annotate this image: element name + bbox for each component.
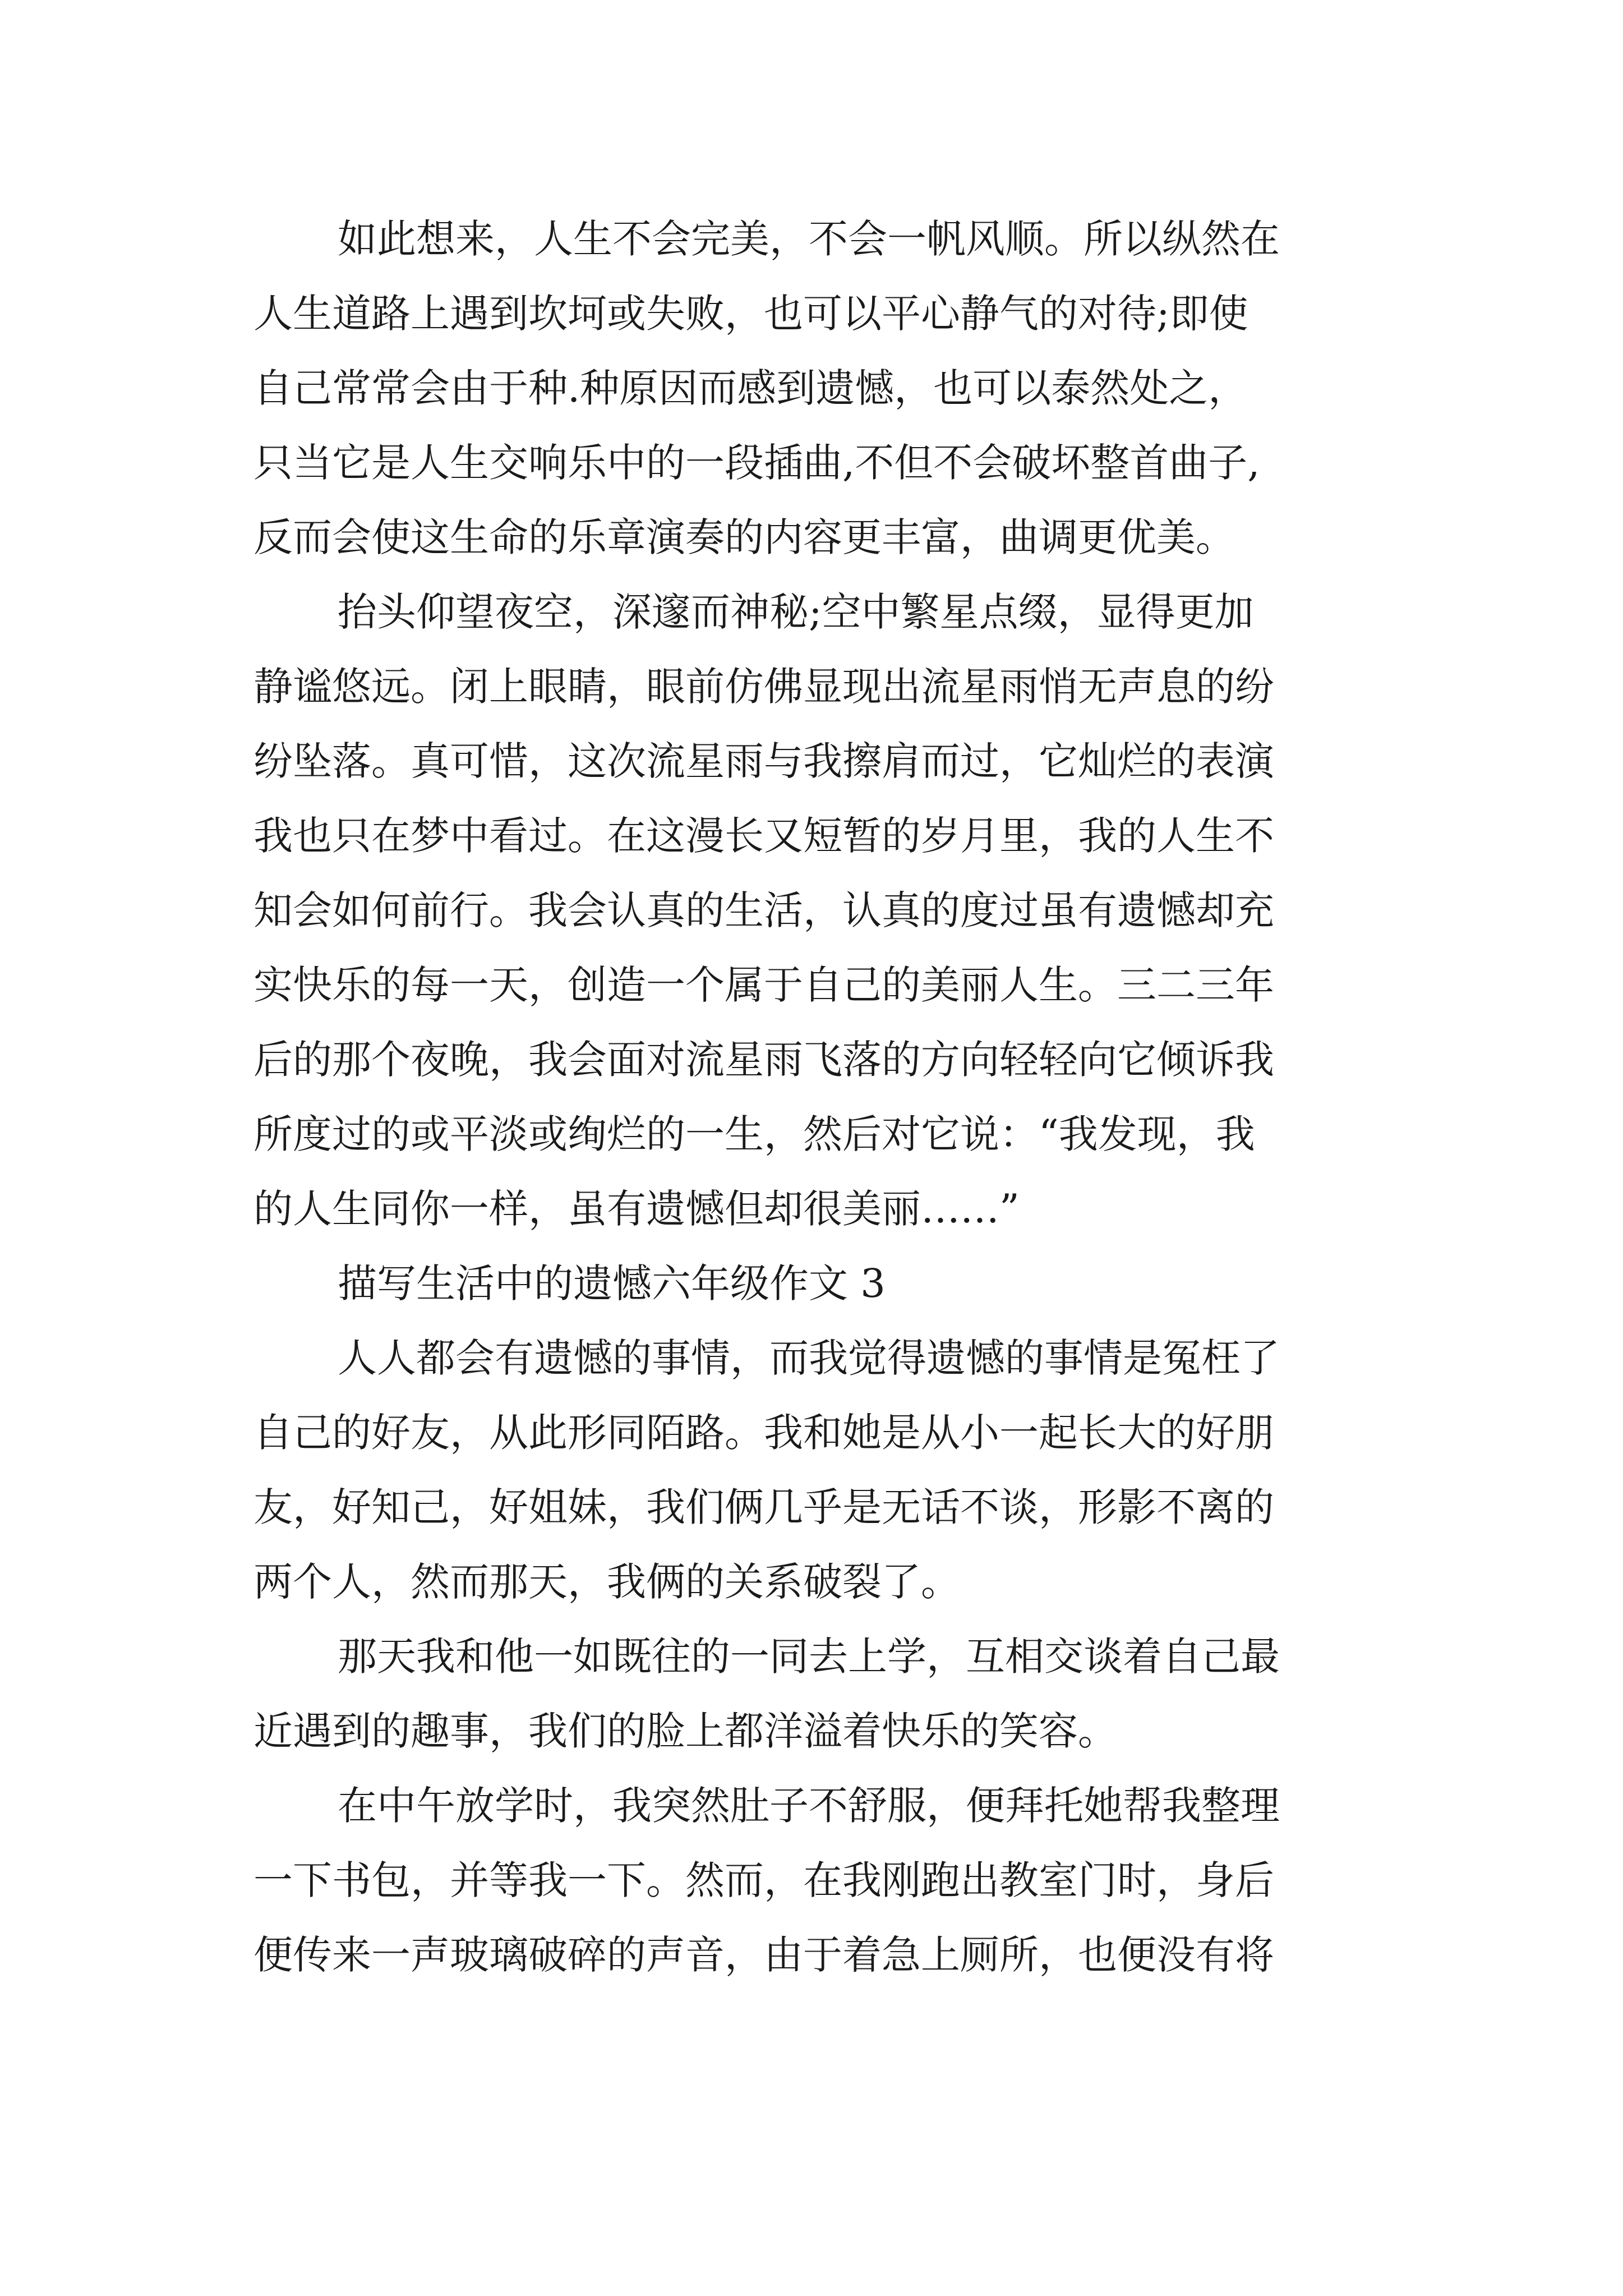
- paragraph-4-line-1: 那天我和他一如既往的一同去上学，互相交谈着自己最: [338, 1634, 1280, 1680]
- document-body: [253, 202, 1392, 1993]
- paragraph-2-line-1: 抬头仰望夜空，深邃而神秘;空中繁星点缀，显得更加: [338, 589, 1254, 635]
- paragraph-1-line-2: 人生道路上遇到坎坷或失败，也可以平心静气的对待;即使: [253, 291, 1248, 337]
- paragraph-1-line-5: 反而会使这生命的乐章演奏的内容更丰富，曲调更优美。: [253, 514, 1235, 560]
- paragraph-2-line-4: 我也只在梦中看过。在这漫长又短暂的岁月里，我的人生不: [253, 813, 1274, 859]
- paragraph-3-line-3: 友，好知己，好姐妹，我们俩几乎是无话不谈，形影不离的: [253, 1484, 1274, 1530]
- paragraph-1-line-4: 只当它是人生交响乐中的一段插曲,不但不会破坏整首曲子,: [253, 440, 1260, 486]
- paragraph-3-line-2: 自己的好友，从此形同陌路。我和她是从小一起长大的好朋: [253, 1410, 1274, 1456]
- paragraph-2-line-6: 实快乐的每一天，创造一个属于自己的美丽人生。三二三年: [253, 962, 1274, 1008]
- paragraph-3-line-4: 两个人，然而那天，我俩的关系破裂了。: [253, 1559, 960, 1605]
- paragraph-5-line-1: 在中午放学时，我突然肚子不舒服，便拜托她帮我整理: [338, 1783, 1280, 1829]
- paragraph-2-line-2: 静谧悠远。闭上眼睛，眼前仿佛显现出流星雨悄无声息的纷: [253, 664, 1274, 710]
- paragraph-1-line-1: 如此想来，人生不会完美，不会一帆风顺。所以纵然在: [338, 216, 1280, 262]
- paragraph-2-line-5: 知会如何前行。我会认真的生活，认真的度过虽有遗憾却充: [253, 887, 1274, 933]
- paragraph-2-line-7: 后的那个夜晚，我会面对流星雨飞落的方向轻轻向它倾诉我: [253, 1037, 1274, 1083]
- paragraph-3-line-1: 人人都会有遗憾的事情，而我觉得遗憾的事情是冤枉了: [338, 1335, 1280, 1381]
- paragraph-2-line-8: 所度过的或平淡或绚烂的一生，然后对它说：“我发现，我: [253, 1111, 1255, 1157]
- paragraph-5-line-3: 便传来一声玻璃破碎的声音，由于着急上厕所，也便没有将: [253, 1932, 1274, 1978]
- paragraph-2-line-3: 纷坠落。真可惜，这次流星雨与我擦肩而过，它灿烂的表演: [253, 738, 1274, 784]
- paragraph-5-line-2: 一下书包，并等我一下。然而，在我刚跑出教室门时，身后: [253, 1857, 1274, 1903]
- paragraph-4-line-2: 近遇到的趣事，我们的脸上都洋溢着快乐的笑容。: [253, 1708, 1117, 1754]
- section-title: 描写生活中的遗憾六年级作文 3: [338, 1260, 886, 1306]
- paragraph-1-line-3: 自己常常会由于种.种原因而感到遗憾，也可以泰然处之，: [253, 365, 1248, 411]
- paragraph-2-line-9: 的人生同你一样，虽有遗憾但却很美丽……”: [253, 1186, 1020, 1232]
